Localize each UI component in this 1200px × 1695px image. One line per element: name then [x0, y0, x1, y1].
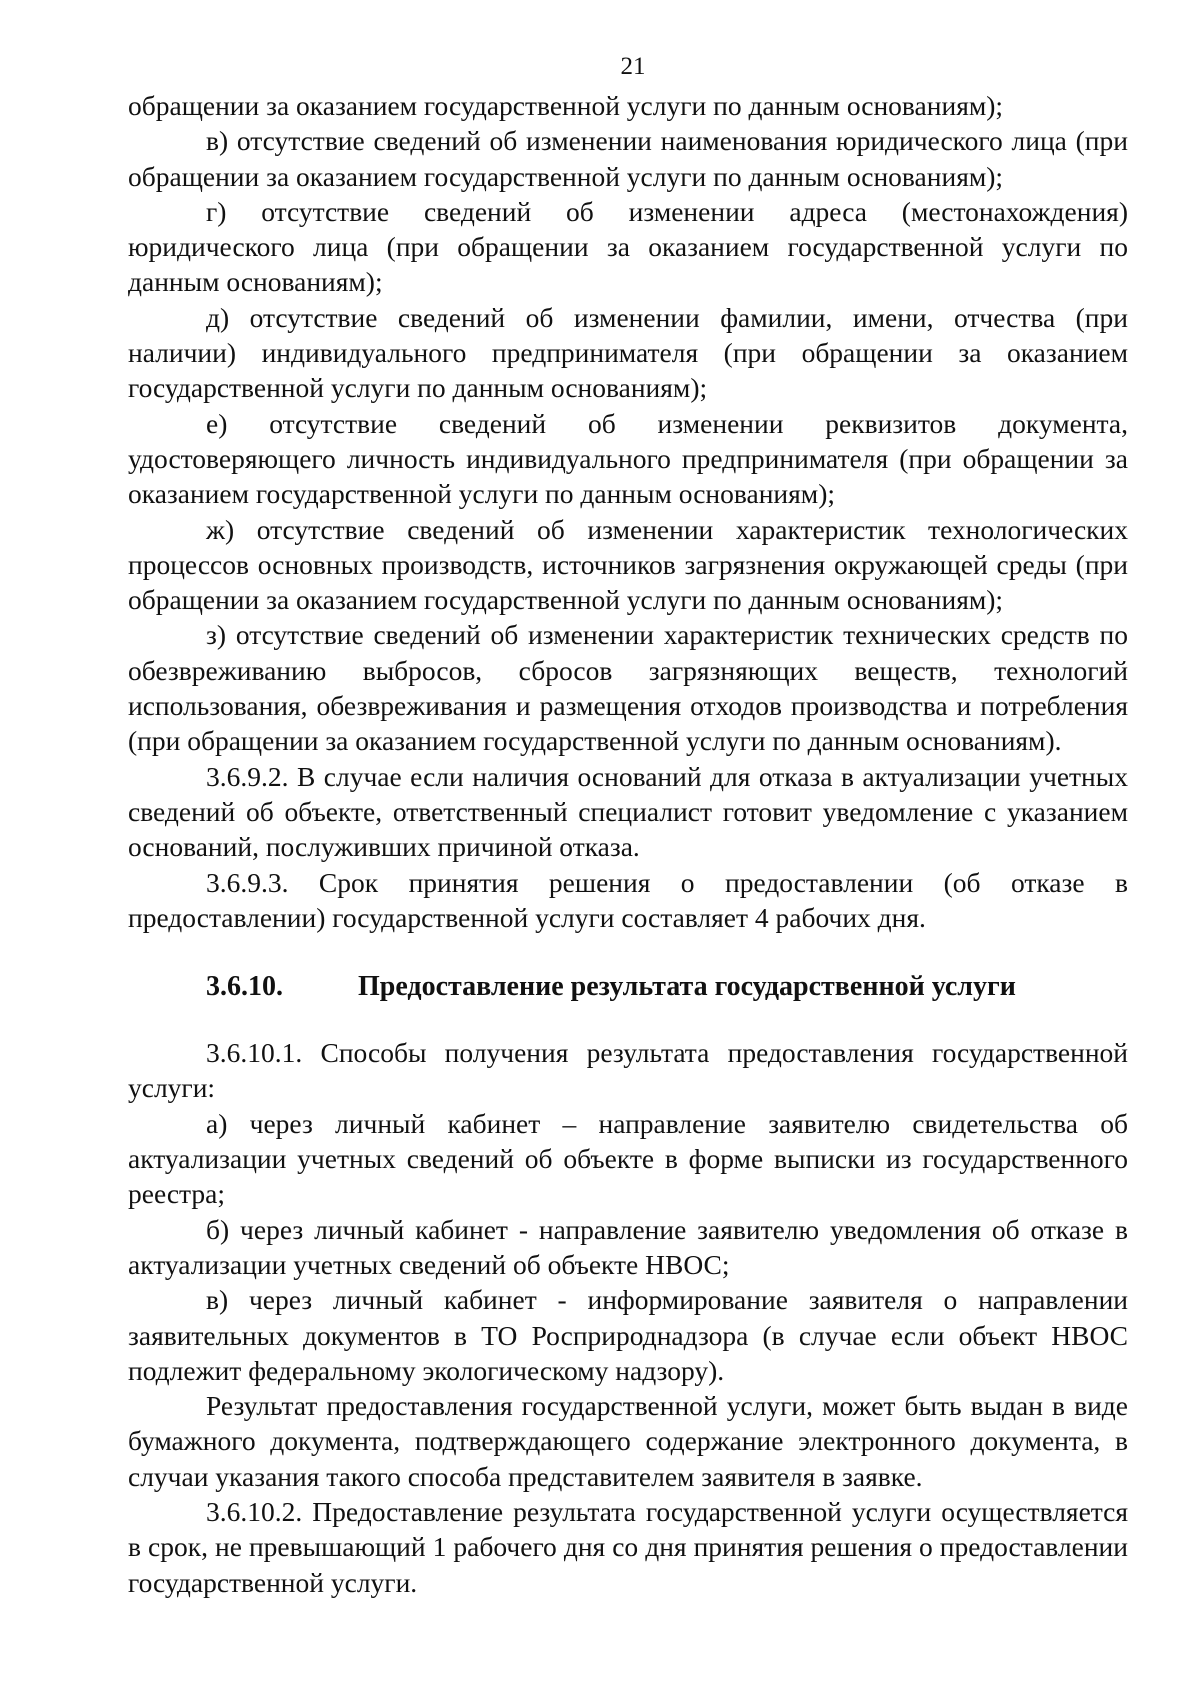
clause-3-6-9-3: 3.6.9.3. Срок принятия решения о предоставлении (об отказе в предоставлении) государственной услуги составляет 4 рабочих дня.: [128, 866, 1128, 933]
page-number: 21: [620, 53, 646, 80]
clause-3-6-9-2: 3.6.9.2. В случае если наличия оснований для отказа в актуализации учетных сведений об объекте, ответственный специалист готовит уведомление с указанием оснований, послуживших причиной отказа.: [128, 760, 1128, 863]
paper-result-paragraph: Результат предоставления государственной услуги, может быть выдан в виде бумажного документа, подтверждающего содержание электронного документа, в случаи указания такого способа представителем заявителя в заявке.: [128, 1390, 1128, 1492]
clause-3-6-10-2: 3.6.10.2. Предоставление результата государственной услуги осуществляется в срок, не превышающий 1 рабочего дня со дня принятия решения о предоставлении государственной услуги.: [128, 1495, 1128, 1598]
item-g-no-address-change: г) отсутствие сведений об изменении адреса (местонахождения) юридического лица (при обращении за оказанием государственной услуги по данным основаниям);: [128, 195, 1128, 298]
item-zh-no-process-change: ж) отсутствие сведений об изменении характеристик технологических процессов основных производств, источников загрязнения окружающей среды (при обращении за оказанием государственной услуги по данным основаниям);: [128, 513, 1128, 616]
item-b-refusal-notice: б) через личный кабинет - направление заявителю уведомления об отказе в актуализации учетных сведений об объекте НВОС;: [128, 1213, 1128, 1280]
item-v-applicant-informing: в) через личный кабинет - информирование заявителя о направлении заявительных документов в ТО Росприроднадзора (в случае если объект НВОС подлежит федеральному экологическому надзору).: [128, 1284, 1128, 1386]
item-e-no-id-document-change: е) отсутствие сведений об изменении реквизитов документа, удостоверяющего личность индивидуального предпринимателя (при обращении за оказанием государственной услуги по данным основаниям);: [128, 407, 1128, 510]
item-d-no-fio-change: д) отсутствие сведений об изменении фамилии, имени, отчества (при наличии) индивидуального предпринимателя (при обращении за оказанием государственной услуги по данным основаниям);: [128, 301, 1128, 404]
item-z-no-technical-means-change: з) отсутствие сведений об изменении характеристик технических средств по обезвреживанию выбросов, сбросов загрязняющих веществ, технологий использования, обезвреживания и размещения отходов производства и потребления (при обращении за оказанием государственной услуги по данным основаниям).: [128, 619, 1128, 757]
section-number: 3.6.10.: [206, 971, 283, 1003]
continuation-paragraph: обращении за оказанием государственной услуги по данным основаниям);: [128, 90, 1004, 121]
item-v-no-name-change: в) отсутствие сведений об изменении наименования юридического лица (при обращении за оказанием государственной услуги по данным основаниям);: [128, 125, 1128, 192]
document-page: [128, 52, 1128, 1600]
section-heading: [128, 969, 1128, 1005]
item-a-certificate-delivery: а) через личный кабинет – направление заявителю свидетельства об актуализации учетных сведений об объекте в форме выписки из государственного реестра;: [128, 1107, 1128, 1210]
section-title: Предоставление результата государственной услуги: [358, 971, 1016, 1003]
clause-3-6-10-1: 3.6.10.1. Способы получения результата предоставления государственной услуги:: [128, 1037, 1128, 1104]
